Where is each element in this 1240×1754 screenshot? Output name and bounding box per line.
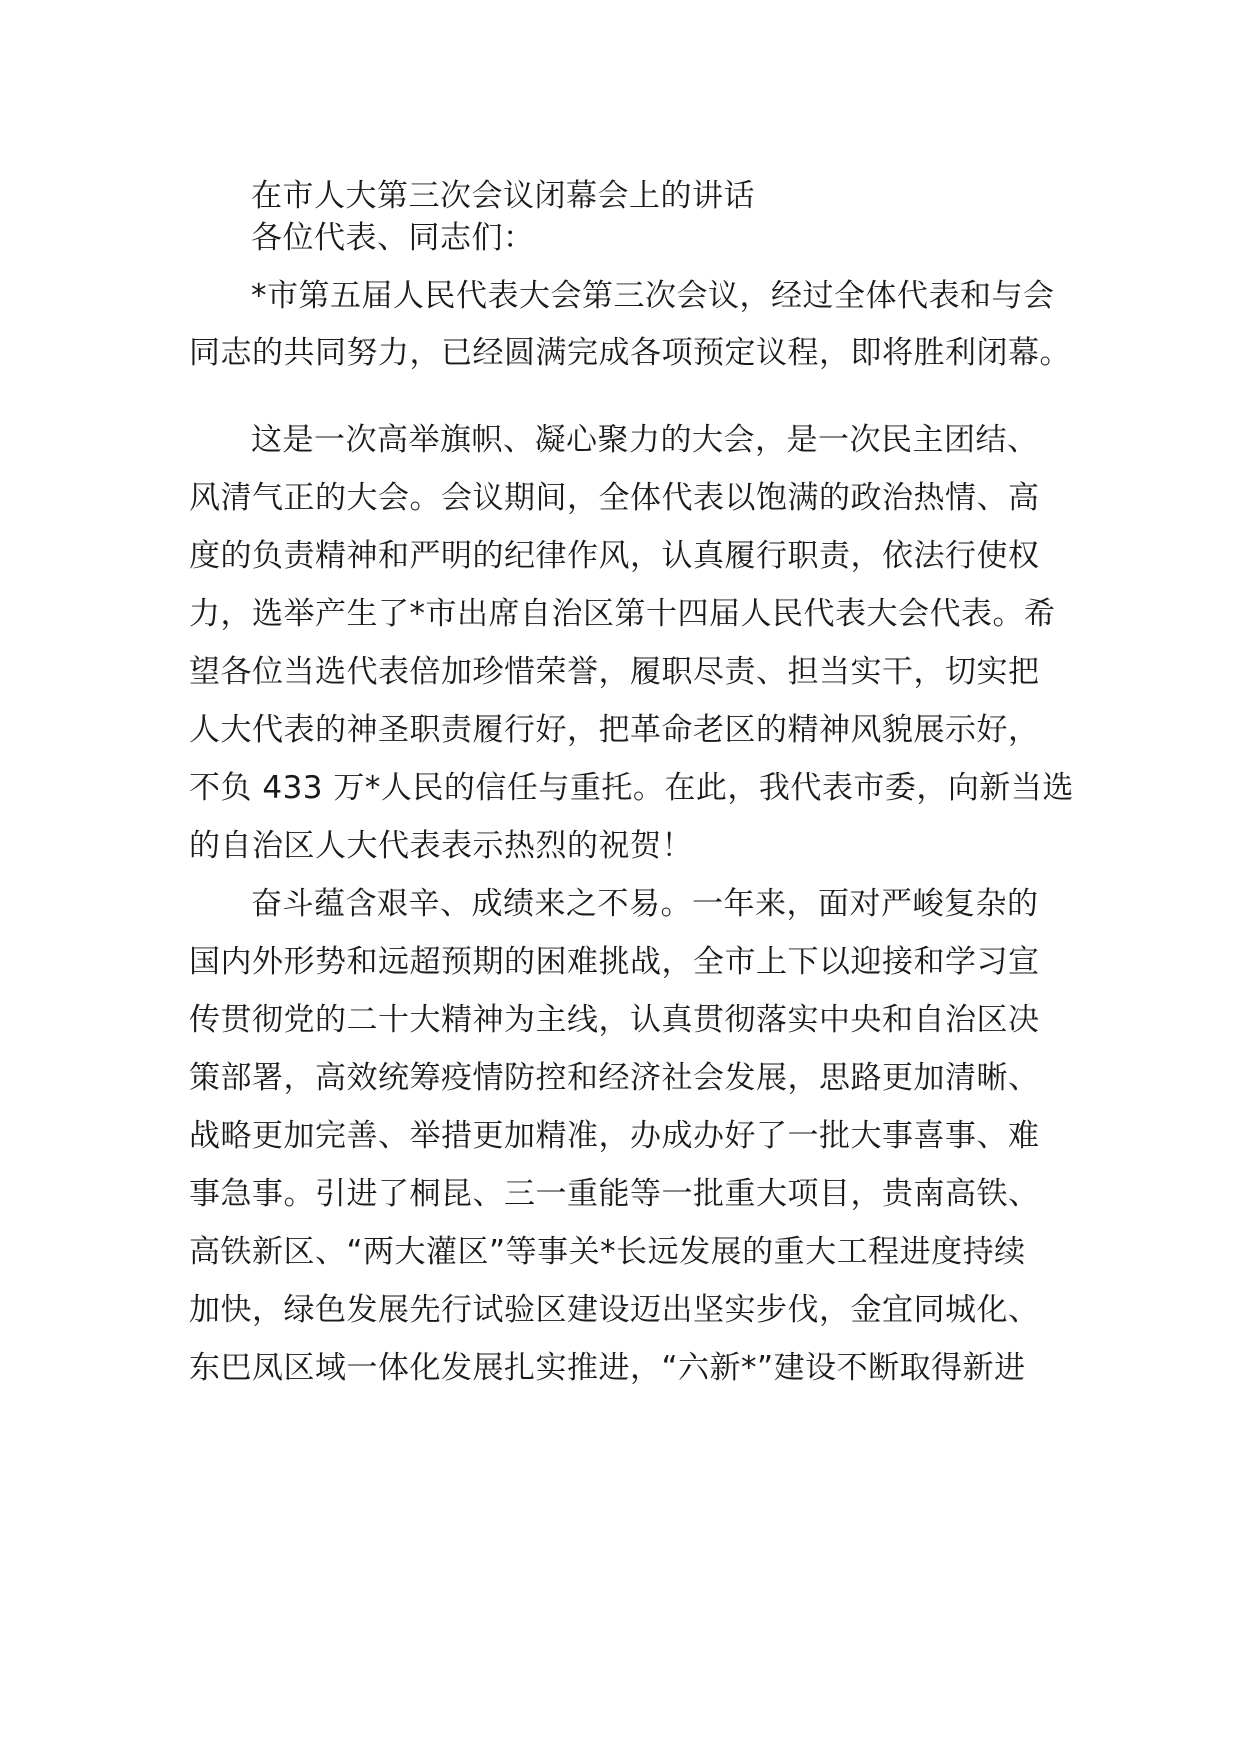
paragraph-2-line-8: 的自治区人大代表表示热烈的祝贺！ [189, 828, 693, 864]
salutation: 各位代表、同志们： [251, 220, 535, 256]
paragraph-3-line-7: 高铁新区、“两大灌区”等事关*长远发展的重大工程进度持续 [189, 1234, 1026, 1270]
paragraph-3-line-6: 事急事。引进了桐昆、三一重能等一批重大项目，贵南高铁、 [189, 1176, 1040, 1212]
paragraph-3-line-2: 国内外形势和远超预期的困难挑战，全市上下以迎接和学习宣 [189, 944, 1040, 980]
paragraph-2-line-7: 不负 433 万*人民的信任与重托。在此，我代表市委，向新当选 [189, 770, 1074, 806]
paragraph-3-line-3: 传贯彻党的二十大精神为主线，认真贯彻落实中央和自治区决 [189, 1002, 1040, 1038]
paragraph-1-line-2: 同志的共同努力，已经圆满完成各项预定议程，即将胜利闭幕。 [189, 335, 1071, 371]
paragraph-1-line-1: *市第五届人民代表大会第三次会议，经过全体代表和与会 [251, 278, 1055, 314]
paragraph-2-line-6: 人大代表的神圣职责履行好，把革命老区的精神风貌展示好， [189, 712, 1040, 748]
paragraph-3-line-8: 加快，绿色发展先行试验区建设迈出坚实步伐，金宜同城化、 [189, 1292, 1040, 1328]
paragraph-3-line-1: 奋斗蕴含艰辛、成绩来之不易。一年来，面对严峻复杂的 [251, 886, 1039, 922]
document-title: 在市人大第三次会议闭幕会上的讲话 [251, 178, 755, 214]
paragraph-2-line-2: 风清气正的大会。会议期间，全体代表以饱满的政治热情、高 [189, 480, 1040, 516]
paragraph-2-line-1: 这是一次高举旗帜、凝心聚力的大会，是一次民主团结、 [251, 422, 1039, 458]
paragraph-3-line-4: 策部署，高效统筹疫情防控和经济社会发展，思路更加清晰、 [189, 1060, 1040, 1096]
paragraph-3-line-9: 东巴凤区域一体化发展扎实推进，“六新*”建设不断取得新进 [189, 1350, 1026, 1386]
paragraph-2-line-5: 望各位当选代表倍加珍惜荣誉，履职尽责、担当实干，切实把 [189, 654, 1040, 690]
paragraph-2-line-3: 度的负责精神和严明的纪律作风，认真履行职责，依法行使权 [189, 538, 1040, 574]
paragraph-2-line-4: 力，选举产生了*市出席自治区第十四届人民代表大会代表。希 [189, 596, 1056, 632]
paragraph-3-line-5: 战略更加完善、举措更加精准，办成办好了一批大事喜事、难 [189, 1118, 1040, 1154]
